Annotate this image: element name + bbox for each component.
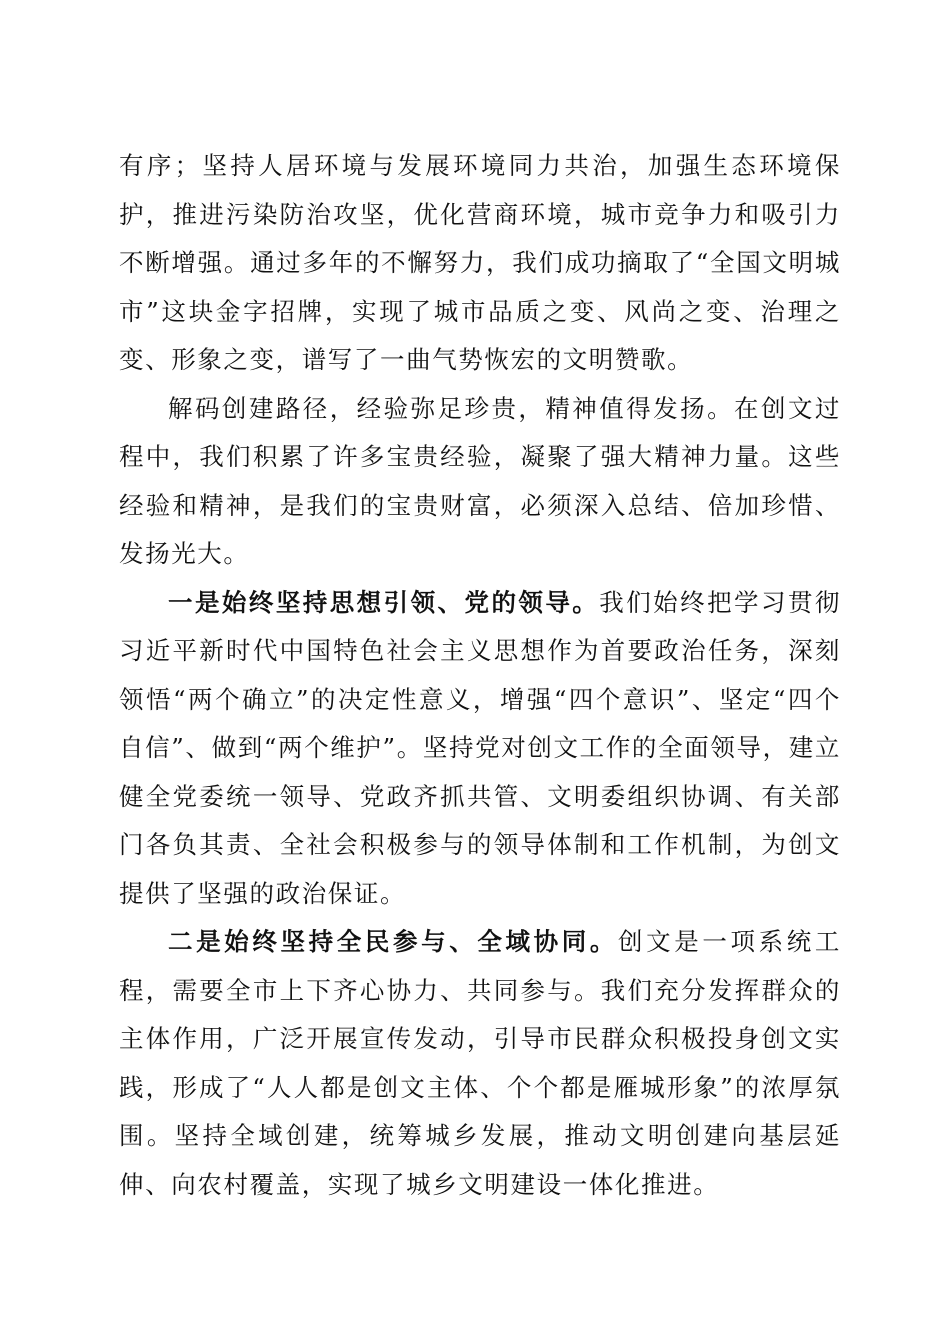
paragraph-point-one <box>119 579 841 919</box>
paragraph-experience-intro <box>119 385 841 579</box>
body-text <box>119 142 841 1209</box>
paragraph-text: 解码创建路径，经验弥足珍贵，精神值得发扬。在创文过程中，我们积累了许多宝贵经验，凝聚了强大精神力量。这些经验和精神，是我们的宝贵财富，必须深入总结、倍加珍惜、发扬光大。 <box>119 393 841 568</box>
paragraph-text: 我们始终把学习贯彻习近平新时代中国特色社会主义思想作为首要政治任务，深刻领悟“两个确立”的决定性意义，增强“四个意识”、坚定“四个自信”、做到“两个维护”。坚持党对创文工作的全面领导，建立健全党委统一领导、党政齐抓共管、文明委组织协调、有关部门各负其责、全社会积极参与的领导体制和工作机制，为创文提供了坚强的政治保证。 <box>119 587 841 908</box>
paragraph-lead-heading: 二是始终坚持全民参与、全域协同。 <box>168 927 619 956</box>
paragraph-text: 创文是一项系统工程，需要全市上下齐心协力、共同参与。我们充分发挥群众的主体作用，广泛开展宣传发动，引导市民群众积极投身创文实践，形成了“人人都是创文主体、个个都是雁城形象”的浓厚氛围。坚持全域创建，统筹城乡发展，推动文明创建向基层延伸、向农村覆盖，实现了城乡文明建设一体化推进。 <box>119 927 841 1199</box>
paragraph-lead-heading: 一是始终坚持思想引领、党的领导。 <box>168 587 600 617</box>
paragraph-continuation <box>119 142 841 385</box>
paragraph-point-two <box>119 918 841 1209</box>
paragraph-text: 有序；坚持人居环境与发展环境同力共治，加强生态环境保护，推进污染防治攻坚，优化营商环境，城市竞争力和吸引力不断增强。通过多年的不懈努力，我们成功摘取了“全国文明城市”这块金字招牌，实现了城市品质之变、风尚之变、治理之变、形象之变，谱写了一曲气势恢宏的文明赞歌。 <box>119 151 841 374</box>
